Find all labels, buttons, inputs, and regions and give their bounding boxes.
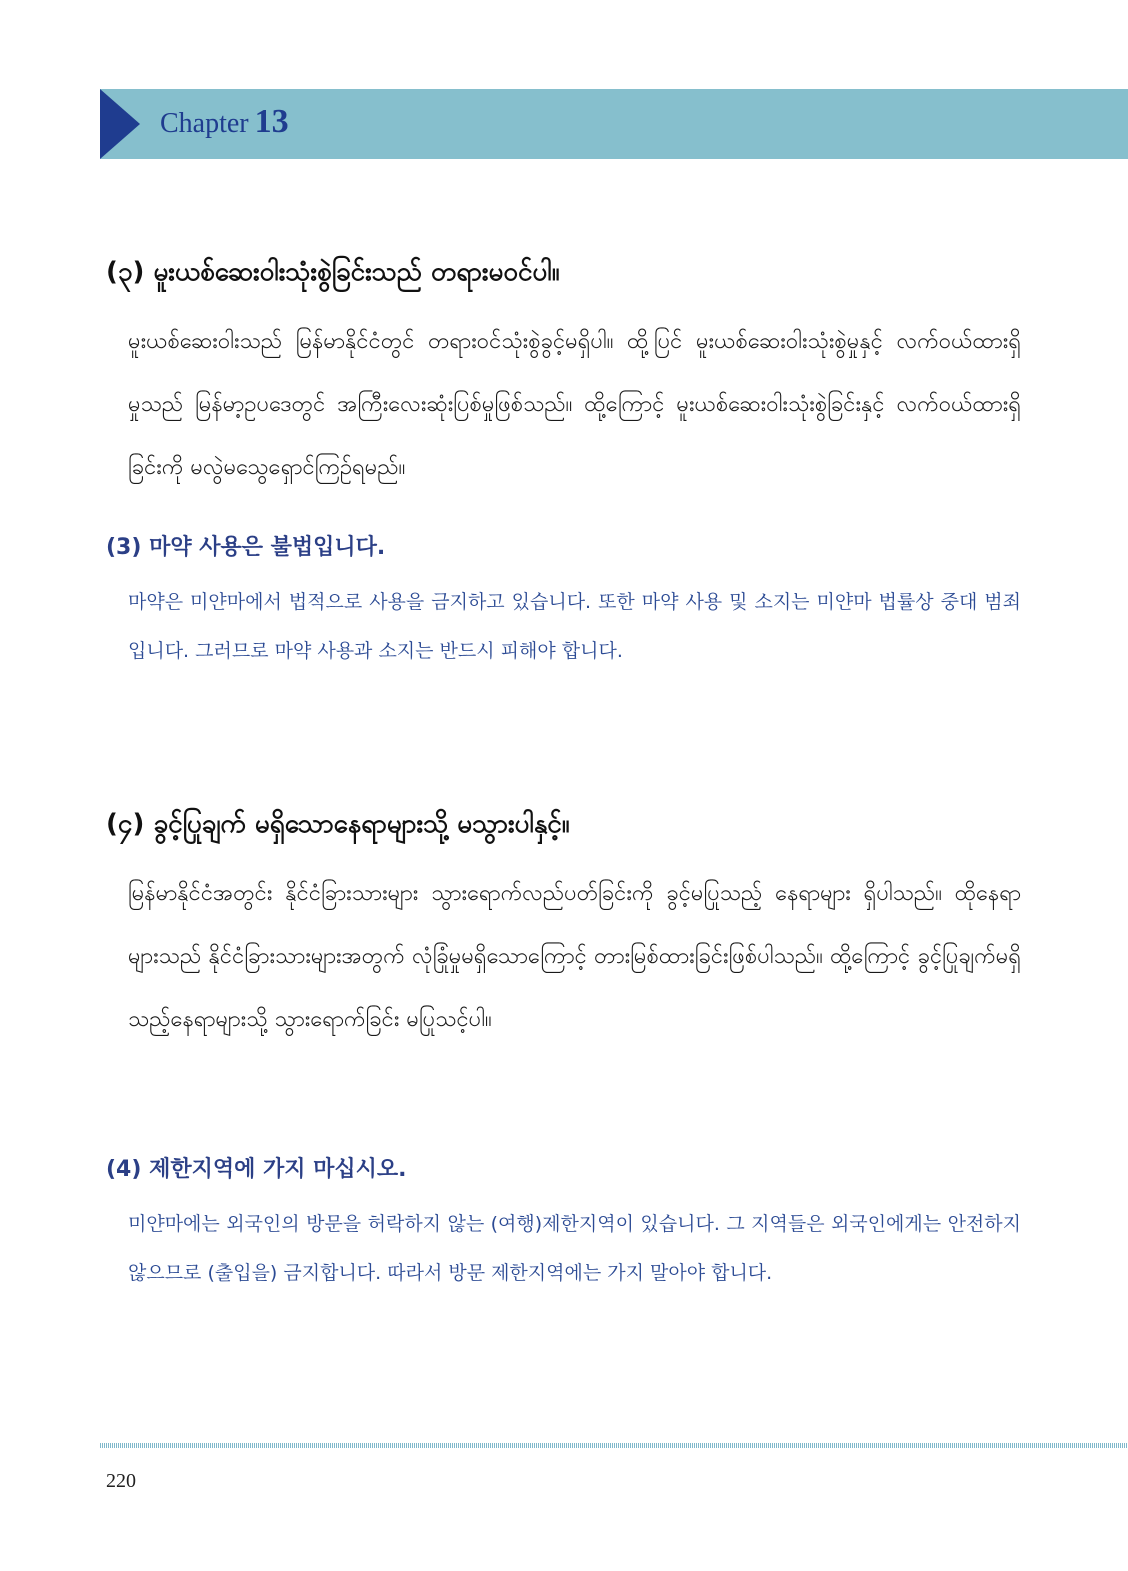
section-heading: (3) 마약 사용은 불법입니다. [106, 535, 386, 560]
chapter-word: Chapter [160, 108, 249, 139]
section-body: 마약은 미얀마에서 법적으로 사용을 금지하고 있습니다. 또한 마약 사용 및 소지는 미얀마 법률상 중대 범죄입니다. 그러므로 마약 사용과 소지는 반드시 피해야 합니다. [128, 591, 1021, 662]
section-body: မြန်မာနိုင်ငံအတွင်း နိုင်ငံခြားသားများ သွားရောက်လည်ပတ်ခြင်းကို ခွင့်မပြုသည့် နေရာများ ရှိပါသည်။ ထိုနေရာများသည် နိုင်ငံခြားသားများအတွက် လုံခြုံမှုမရှိသောကြောင့် တားမြစ်ထားခြင်းဖြစ်ပါသည်။ ထို့ကြောင့် ခွင့်ပြုချက်မရှိသည့်နေရာများသို့ သွားရောက်ခြင်း မပြုသင့်ပါ။ [128, 881, 1021, 1032]
chapter-number: 13 [254, 103, 289, 140]
chapter-arrow-icon [100, 89, 140, 159]
section-heading: (4) 제한지역에 가지 마십시오. [106, 1157, 407, 1182]
section-body: မူးယစ်ဆေးဝါးသည် မြန်မာနိုင်ငံတွင် တရားဝင်သုံးစွဲခွင့်မရှိပါ။ ထို့ပြင် မူးယစ်ဆေးဝါးသုံးစွဲမှုနှင့် လက်ဝယ်ထားရှိမှုသည် မြန်မာ့ဥပဒေတွင် အကြီးလေးဆုံးပြစ်မှုဖြစ်သည်။ ထို့ကြောင့် မူးယစ်ဆေးဝါးသုံးစွဲခြင်းနှင့် လက်ဝယ်ထားရှိခြင်းကို မလွဲမသွေရှောင်ကြဉ်ရမည်။ [128, 329, 1021, 480]
section-myanmar-restricted-areas [106, 804, 1021, 1051]
page-number: 220 [106, 1470, 136, 1492]
chapter-banner [100, 89, 1128, 159]
section-myanmar-drugs [106, 252, 1021, 499]
section-heading: (၄) ခွင့်ပြုချက် မရှိသောနေရာများသို့ မသွားပါနှင့်။ [106, 809, 570, 839]
footer-divider [100, 1443, 1128, 1448]
section-korean-drugs [106, 532, 1021, 676]
chapter-title [160, 103, 289, 141]
section-heading: (၃) မူးယစ်ဆေးဝါးသုံးစွဲခြင်းသည် တရားမဝင်ပါ။ [106, 257, 560, 287]
section-body: 미얀마에는 외국인의 방문을 허락하지 않는 (여행)제한지역이 있습니다. 그 지역들은 외국인에게는 안전하지 않으므로 (출입을) 금지합니다. 따라서 방문 제한지역에는 가지 말아야 합니다. [128, 1213, 1021, 1284]
section-korean-restricted-areas [106, 1154, 1021, 1298]
